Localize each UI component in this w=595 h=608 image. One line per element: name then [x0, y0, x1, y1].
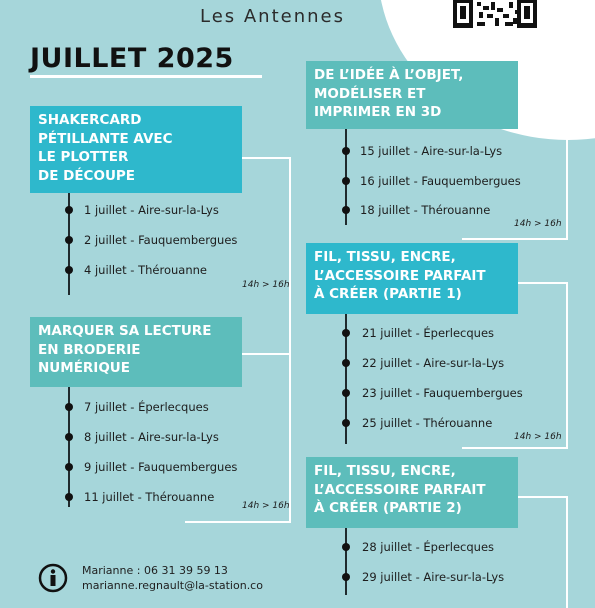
date-entry: 16 juillet - Fauquembergues: [360, 174, 521, 188]
date-bullet: [342, 573, 350, 581]
workshop-title: DE L’IDÉE À L’OBJET, MODÉLISER ET IMPRIMER EN 3D: [306, 61, 518, 129]
time-range: 14h > 16h: [514, 432, 562, 442]
info-icon: [38, 563, 68, 593]
date-bullet: [65, 433, 73, 441]
date-entry: 2 juillet - Fauquembergues: [84, 233, 238, 247]
date-bullet: [65, 493, 73, 501]
timeline-line: [345, 528, 347, 595]
contact-phone: Marianne : 06 31 39 59 13: [82, 564, 228, 577]
date-entry: 29 juillet - Aire-sur-la-Lys: [362, 570, 505, 584]
workshop-title: FIL, TISSU, ENCRE, L’ACCESSOIRE PARFAIT À CRÉER (PARTIE 2): [306, 457, 518, 528]
date-bullet: [342, 147, 350, 155]
time-range: 14h > 16h: [242, 501, 290, 511]
date-bullet: [65, 206, 73, 214]
time-range: 14h > 16h: [242, 280, 290, 290]
date-bullet: [342, 329, 350, 337]
date-bullet: [342, 389, 350, 397]
date-bullet: [65, 463, 73, 471]
date-entry: 18 juillet - Thérouanne: [360, 203, 491, 217]
date-bullet: [342, 419, 350, 427]
date-entry: 21 juillet - Éperlecques: [362, 326, 495, 340]
date-entry: 8 juillet - Aire-sur-la-Lys: [84, 430, 219, 444]
date-entry: 9 juillet - Fauquembergues: [84, 460, 238, 474]
page-header-title: Les Antennes: [199, 6, 345, 27]
date-entry: 23 juillet - Fauquembergues: [362, 386, 523, 400]
workshop-title: FIL, TISSU, ENCRE, L’ACCESSOIRE PARFAIT À CRÉER (PARTIE 1): [306, 243, 518, 314]
date-entry: 1 juillet - Aire-sur-la-Lys: [84, 203, 219, 217]
date-bullet: [342, 206, 350, 214]
date-entry: 22 juillet - Aire-sur-la-Lys: [362, 356, 505, 370]
time-range: 14h > 16h: [514, 219, 562, 229]
contact-email[interactable]: marianne.regnault@la-station.co: [82, 579, 263, 592]
date-bullet: [342, 543, 350, 551]
date-bullet: [65, 236, 73, 244]
date-entry: 25 juillet - Thérouanne: [362, 416, 493, 430]
date-entry: 28 juillet - Éperlecques: [362, 540, 495, 554]
month-title: JUILLET 2025: [30, 43, 234, 74]
date-bullet: [65, 266, 73, 274]
month-underline: [30, 75, 262, 78]
date-bullet: [65, 403, 73, 411]
workshop-title: MARQUER SA LECTURE EN BRODERIE NUMÉRIQUE: [30, 317, 242, 387]
date-entry: 11 juillet - Thérouanne: [84, 490, 215, 504]
date-entry: 4 juillet - Thérouanne: [84, 263, 207, 277]
date-bullet: [342, 359, 350, 367]
workshop-title: SHAKERCARD PÉTILLANTE AVEC LE PLOTTER DE DÉCOUPE: [30, 106, 242, 193]
date-entry: 7 juillet - Éperlecques: [84, 400, 209, 414]
date-bullet: [342, 177, 350, 185]
date-entry: 15 juillet - Aire-sur-la-Lys: [360, 144, 503, 158]
